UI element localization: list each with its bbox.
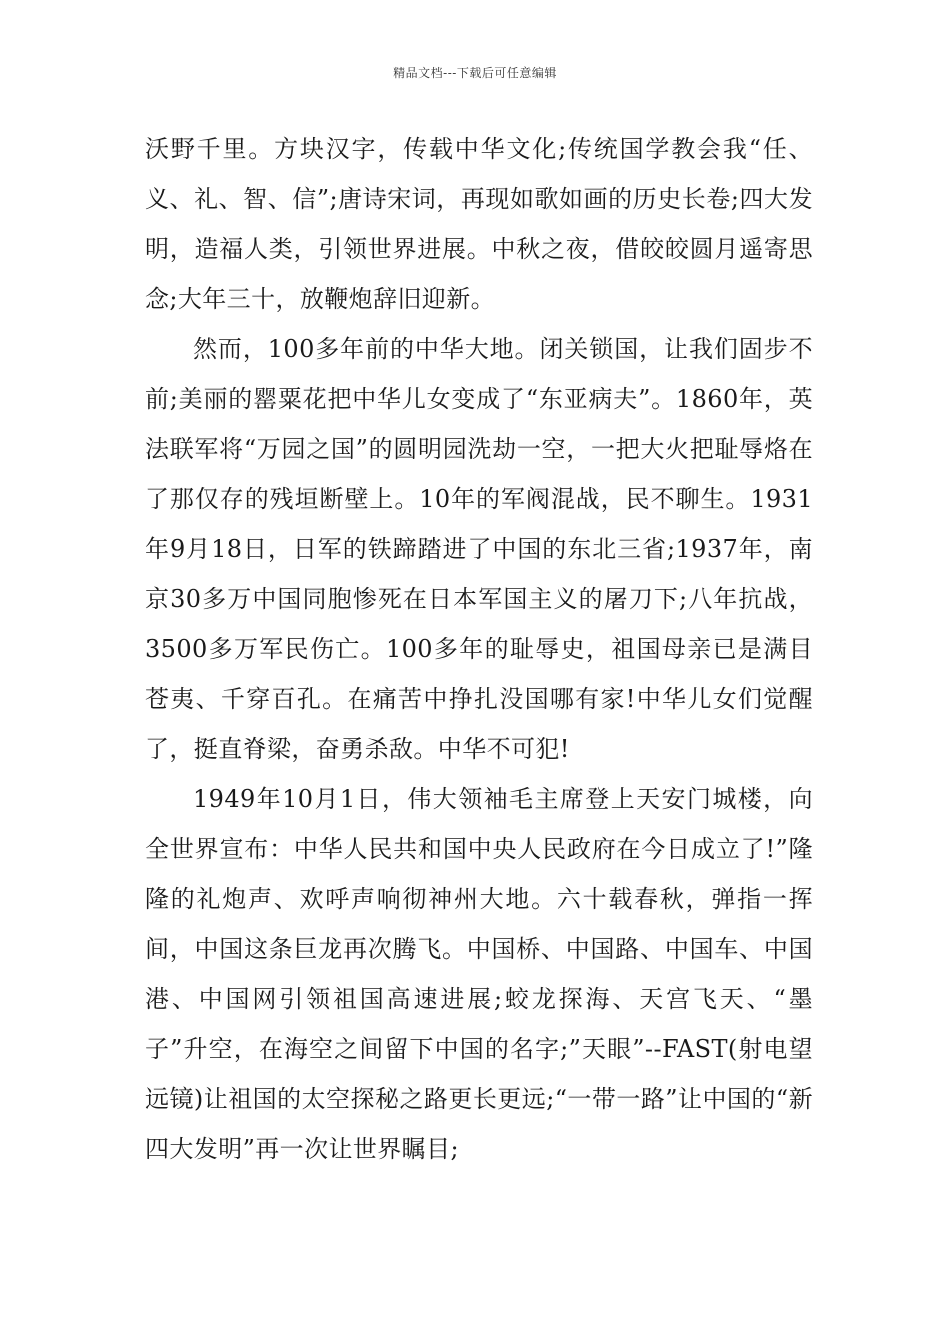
paragraph-culture: 沃野千里。方块汉字，传载中华文化;传统国学教会我“任、义、礼、智、信”;唐诗宋词，再现如歌如画的历史长卷;四大发明，造福人类，引领世界进展。中秋之夜，借皎皎圆月遥寄思念;大年三十，放鞭炮辞旧迎新。	[145, 135, 813, 313]
paragraph-history: 然而，100多年前的中华大地。闭关锁国，让我们固步不前;美丽的罂粟花把中华儿女变成了“东亚病夫”。1860年，英法联军将“万园之国”的圆明园洗劫一空，一把大火把耻辱烙在了那仅存的残垣断壁上。10年的军阀混战，民不聊生。1931年9月18日，日军的铁蹄踏进了中国的东北三省;1937年，南京30多万中国同胞惨死在日本军国主义的屠刀下;八年抗战，3500多万军民伤亡。100多年的耻辱史，祖国母亲已是满目苍夷、千穿百孔。在痛苦中挣扎没国哪有家!中华儿女们觉醒了，挺直脊梁，奋勇杀敌。中华不可犯!	[145, 335, 813, 763]
paragraph-founding: 1949年10月1日，伟大领袖毛主席登上天安门城楼，向全世界宣布：中华人民共和国中央人民政府在今日成立了!”隆隆的礼炮声、欢呼声响彻神州大地。六十载春秋，弹指一挥间，中国这条巨龙再次腾飞。中国桥、中国路、中国车、中国港、中国网引领祖国高速进展;蛟龙探海、天宫飞天、“墨子”升空，在海空之间留下中国的名字;”天眼”--FAST(射电望远镜)让祖国的太空探秘之路更长更远;“一带一路”让中国的“新四大发明”再一次让世界瞩目;	[145, 785, 813, 1163]
article-body	[145, 124, 813, 1174]
page-header: 精品文档---下载后可任意编辑	[393, 66, 557, 80]
